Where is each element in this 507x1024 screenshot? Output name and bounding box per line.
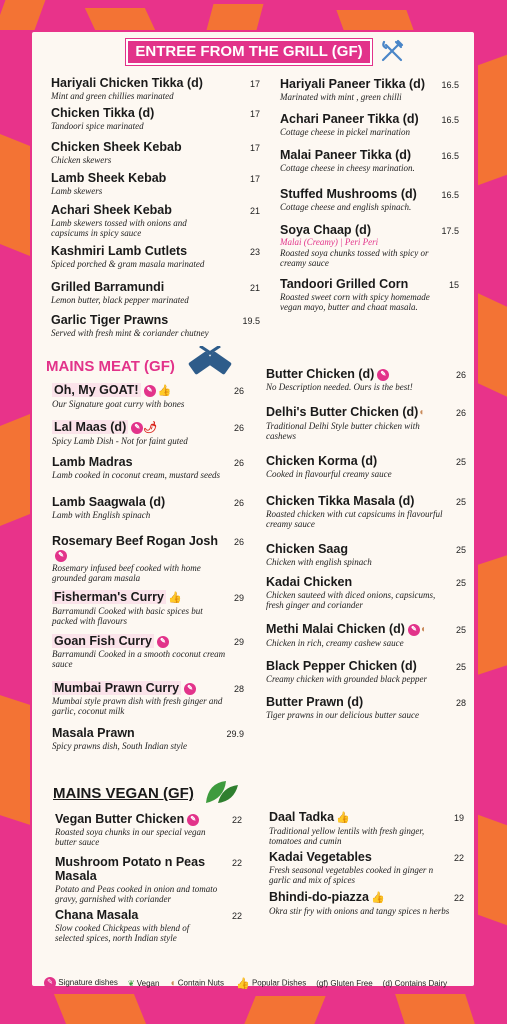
- item-price: 22: [453, 853, 464, 863]
- menu-item: [52, 590, 230, 626]
- bg-stripe: [54, 994, 146, 1024]
- item-price: 25: [455, 497, 466, 507]
- item-price: 26: [233, 423, 244, 433]
- legend-signature: ✎ Signature dishes: [44, 977, 118, 989]
- item-name-text: Black Pepper Chicken (d): [266, 659, 417, 673]
- item-description: Mumbai style prawn dish with fresh ginger and garlic, coconut milk: [52, 696, 223, 716]
- item-name: [266, 405, 451, 420]
- item-description: Mint and green chillies marinated: [51, 91, 174, 101]
- item-price: 21: [249, 283, 260, 293]
- item-price: 16.5: [441, 190, 459, 200]
- item-name-text: Delhi's Butter Chicken (d): [266, 405, 419, 419]
- item-price: 22: [231, 815, 242, 825]
- item-description: Slow cooked Chickpeas with blend of selected spices, north Indian style: [55, 923, 190, 943]
- bg-stripe: [395, 994, 475, 1024]
- item-price: 22: [453, 893, 464, 903]
- item-price: 26: [233, 498, 244, 508]
- item-description: Cottage cheese and english spinach.: [280, 202, 412, 212]
- item-name-text: Goan Fish Curry: [54, 634, 152, 648]
- item-description: Roasted soya chunks tossed with spicy or creamy sauce: [280, 248, 429, 268]
- item-name: [51, 280, 226, 294]
- item-description: Cottage cheese in pickel marination: [280, 127, 410, 137]
- menu-item: [51, 280, 226, 305]
- item-name: [55, 908, 220, 922]
- item-price: 25: [455, 457, 466, 467]
- menu-item: [55, 908, 220, 943]
- menu-item: [52, 420, 230, 446]
- legend-dairy: (d) Contains Dairy: [382, 978, 448, 988]
- bg-stripe: [478, 55, 507, 186]
- signature-icon: ✎: [408, 624, 420, 636]
- item-price: 17.5: [441, 226, 459, 236]
- legend-popular: 👍 Popular Dishes: [236, 977, 307, 990]
- bg-stripe: [478, 815, 507, 926]
- signature-icon: ✎: [187, 814, 199, 826]
- legend-nuts: ◖ Contain Nuts: [169, 977, 224, 989]
- item-description: Roasted sweet corn with spicy homemade vegan mayo, butter and chaat masala.: [280, 292, 430, 312]
- item-description: Spiced porched & gram masala marinated: [51, 259, 205, 269]
- item-description: Marinated with mint , green chilli: [280, 92, 402, 102]
- menu-item: [266, 494, 451, 529]
- item-name: [55, 855, 220, 883]
- menu-item: [52, 681, 230, 716]
- item-description: No Description needed. Ours is the best!: [266, 382, 413, 392]
- menu-item: [52, 383, 230, 409]
- item-price: 23: [249, 247, 260, 257]
- bg-stripe: [0, 695, 30, 825]
- item-description: Chicken sauteed with diced onions, capsicums, fresh ginger and coriander: [266, 590, 436, 610]
- item-name: [51, 171, 226, 185]
- item-price: 28: [455, 698, 466, 708]
- menu-item: [266, 575, 451, 610]
- item-name: [269, 890, 454, 905]
- item-name: [266, 454, 451, 468]
- item-name-text: Vegan Butter Chicken: [55, 812, 185, 826]
- thumbs-up-icon: 👍: [336, 811, 350, 824]
- menu-item: [55, 812, 220, 847]
- item-description: Lamb skewers: [51, 186, 103, 196]
- item-name-text: Chicken Saag: [266, 542, 348, 556]
- item-name-text: Lamb Sheek Kebab: [51, 171, 167, 185]
- item-price: 16.5: [441, 151, 459, 161]
- menu-item: [52, 534, 230, 583]
- thumbs-up-icon: 👍: [236, 977, 250, 990]
- menu-item: [266, 659, 451, 684]
- item-description: Roasted soya chunks in our special vegan butter sauce: [55, 827, 206, 847]
- item-name: [51, 106, 226, 120]
- menu-item: [51, 140, 226, 165]
- bg-stripe: [336, 10, 413, 30]
- menu-item: [52, 726, 230, 751]
- item-price: 28: [233, 684, 244, 694]
- item-price: 22: [231, 858, 242, 868]
- item-name: [55, 812, 220, 826]
- item-price: 25: [455, 578, 466, 588]
- item-name-text: Achari Paneer Tikka (d): [280, 112, 419, 126]
- item-name: [51, 244, 226, 258]
- item-name-text: Daal Tadka: [269, 810, 335, 824]
- item-description: Potato and Peas cooked in onion and tomato gravy, garnished with coriander: [55, 884, 218, 904]
- item-name-text: Malai Paneer Tikka (d): [280, 148, 412, 162]
- menu-item: [266, 622, 451, 648]
- item-name: [266, 622, 451, 637]
- item-name-text: Methi Malai Chicken (d): [266, 622, 405, 636]
- item-description: Our Signature goat curry with bones: [52, 398, 185, 409]
- item-name: [52, 726, 230, 740]
- item-name-text: Lamb Madras: [52, 455, 133, 469]
- item-name-text: Butter Chicken (d): [266, 367, 375, 381]
- item-description: Tandoori spice marinated: [51, 121, 144, 131]
- item-price: 29: [233, 593, 244, 603]
- item-name-text: Tandoori Grilled Corn: [280, 277, 409, 291]
- item-description: Chicken in rich, creamy cashew sauce: [266, 637, 404, 648]
- item-price: 26: [233, 537, 244, 547]
- bg-stripe: [207, 4, 264, 30]
- item-description: Cooked in flavourful creamy sauce: [266, 469, 392, 479]
- item-description: Lamb with English spinach: [52, 510, 151, 520]
- section-title-vegan: MAINS VEGAN (GF): [53, 785, 194, 802]
- bg-stripe: [244, 996, 325, 1024]
- menu-item: [280, 148, 445, 173]
- item-price: 26: [233, 458, 244, 468]
- item-description: Barramundi Cooked in a smooth coconut cream sauce: [52, 649, 226, 669]
- item-name-text: Oh, My GOAT!: [54, 383, 139, 397]
- bg-stripe: [0, 0, 45, 30]
- item-price: 17: [249, 143, 260, 153]
- item-name: [266, 659, 451, 673]
- item-description: Chicken skewers: [51, 155, 112, 165]
- bg-stripe: [85, 8, 155, 30]
- menu-item: [51, 313, 226, 338]
- item-name-text: Grilled Barramundi: [51, 280, 165, 294]
- menu-item: [269, 850, 454, 885]
- item-name-text: Kadai Chicken: [266, 575, 353, 589]
- item-description: Traditional yellow lentils with fresh ginger, tomatoes and cumin: [269, 825, 425, 846]
- item-price: 17: [249, 174, 260, 184]
- bg-stripe: [0, 134, 30, 256]
- chili-icon: 🌶: [143, 421, 158, 434]
- item-description: Okra stir fry with onions and tangy spices n herbs: [269, 905, 450, 916]
- item-description: Traditional Delhi Style butter chicken with cashews: [266, 420, 420, 441]
- signature-icon: ✎: [157, 636, 169, 648]
- leaf-icon: ❦: [127, 978, 135, 988]
- item-name-text: Chicken Tikka (d): [51, 106, 155, 120]
- thumbs-up-icon: 👍: [371, 891, 385, 904]
- item-name: [51, 76, 226, 90]
- item-price: 26: [233, 386, 244, 396]
- item-name-text: Fisherman's Curry: [54, 590, 164, 604]
- nut-icon: ◖: [169, 977, 176, 989]
- item-description: Cottage cheese in cheesy marination.: [280, 163, 415, 173]
- menu-item: [52, 495, 230, 520]
- menu-item: [52, 455, 230, 480]
- menu-item: [266, 695, 451, 720]
- menu-item: [52, 634, 230, 669]
- item-name-text: Kadai Vegetables: [269, 850, 372, 864]
- menu-item: [51, 171, 226, 196]
- menu-item: [51, 244, 226, 269]
- item-price: 22: [231, 911, 242, 921]
- item-name: [52, 634, 230, 648]
- legend-gf: (gf) Gluten Free: [316, 978, 373, 988]
- menu-item: [280, 187, 445, 212]
- item-price: 15: [448, 280, 459, 290]
- item-name: [51, 313, 226, 327]
- item-name-text: Chicken Sheek Kebab: [51, 140, 182, 154]
- item-name-text: Hariyali Paneer Tikka (d): [280, 77, 425, 91]
- item-name: [269, 850, 454, 864]
- item-name-text: Mumbai Prawn Curry: [54, 681, 180, 695]
- item-name: [51, 140, 226, 154]
- item-name: [52, 495, 230, 509]
- item-description: Barramundi Cooked with basic spices but packed with flavours: [52, 605, 203, 626]
- item-name-text: Lamb Saagwala (d): [52, 495, 166, 509]
- item-name-text: Chicken Korma (d): [266, 454, 378, 468]
- item-name: [52, 455, 230, 469]
- bg-stripe: [478, 293, 507, 397]
- signature-icon: ✎: [44, 977, 56, 989]
- legend-vegan: ❦ Vegan: [127, 978, 160, 988]
- item-price: 16.5: [441, 80, 459, 90]
- item-name-text: Chicken Tikka Masala (d): [266, 494, 415, 508]
- thumbs-up-icon: 👍: [157, 384, 172, 397]
- item-name-text: Lal Maas (d): [54, 420, 127, 434]
- thumbs-up-icon: 👍: [167, 591, 182, 604]
- item-name: [266, 494, 451, 508]
- item-name-text: Butter Prawn (d): [266, 695, 364, 709]
- item-description: Lamb cooked in coconut cream, mustard seeds: [52, 470, 221, 480]
- item-name: [52, 420, 230, 435]
- item-name-text: Mushroom Potato n Peas Masala: [55, 855, 206, 883]
- item-name: [280, 223, 445, 237]
- item-price: 19.5: [242, 316, 260, 326]
- legend: [32, 973, 474, 993]
- menu-item: [51, 76, 226, 101]
- signature-icon: ✎: [377, 369, 389, 381]
- item-description: Chicken with english spinach: [266, 557, 372, 567]
- item-price: 25: [455, 545, 466, 555]
- item-description: Lemon butter, black pepper marinated: [51, 295, 189, 305]
- item-name: [280, 77, 445, 91]
- signature-icon: ✎: [184, 683, 196, 695]
- menu-item: [269, 890, 454, 916]
- nut-icon: ◖: [418, 406, 425, 418]
- item-price: 17: [249, 109, 260, 119]
- item-name: [266, 575, 451, 589]
- item-name: [280, 277, 445, 291]
- signature-icon: ✎: [55, 550, 67, 562]
- item-description: Served with fresh mint & coriander chutney: [51, 328, 209, 338]
- item-description: Creamy chicken with grounded black pepper: [266, 674, 428, 684]
- item-price: 21: [249, 206, 260, 216]
- menu-item: [51, 203, 226, 238]
- item-name: [266, 695, 451, 709]
- item-name-text: Garlic Tiger Prawns: [51, 313, 169, 327]
- item-price: 26: [455, 408, 466, 418]
- item-name-text: Kashmiri Lamb Cutlets: [51, 244, 188, 258]
- item-name: [266, 542, 451, 556]
- menu-item: [269, 810, 454, 846]
- menu-item: [280, 223, 445, 268]
- item-name-text: Hariyali Chicken Tikka (d): [51, 76, 203, 90]
- cleaver-icon: [186, 346, 234, 380]
- item-name: [52, 534, 230, 562]
- item-name-text: Stuffed Mushrooms (d): [280, 187, 417, 201]
- item-price: 26: [455, 370, 466, 380]
- menu-item: [266, 405, 451, 441]
- item-name-text: Chana Masala: [55, 908, 139, 922]
- menu-item: [266, 454, 451, 479]
- section-title: ENTREE FROM THE GRILL (GF): [135, 43, 363, 60]
- item-name-text: Rosemary Beef Rogan Josh: [52, 534, 219, 548]
- item-name: [280, 187, 445, 201]
- item-name-text: Bhindi-do-piazza: [269, 890, 369, 904]
- menu-item: [280, 112, 445, 137]
- item-description: Roasted chicken with cut capsicums in flavourful creamy sauce: [266, 509, 443, 529]
- item-name: [52, 383, 230, 398]
- item-price: 25: [455, 662, 466, 672]
- leaf-icon: [204, 777, 240, 805]
- item-description: Tiger prawns in our delicious butter sauce: [266, 710, 419, 720]
- item-price: 17: [249, 79, 260, 89]
- item-name: [269, 810, 454, 825]
- item-price: 25: [455, 625, 466, 635]
- item-description: Spicy prawns dish, South Indian style: [52, 741, 187, 751]
- menu-item: [266, 367, 451, 392]
- item-name: [266, 367, 451, 381]
- item-name-text: Soya Chaap (d): [280, 223, 371, 237]
- item-price: 29.9: [226, 729, 244, 739]
- menu-item: [280, 77, 445, 102]
- item-name: [280, 112, 445, 126]
- menu-item: [51, 106, 226, 131]
- item-description: Fresh seasonal vegetables cooked in ginger n garlic and mix of spices: [269, 865, 434, 885]
- item-subtitle: Malai (Creamy) | Peri Peri: [280, 237, 379, 247]
- menu-item: [280, 277, 445, 312]
- item-description: Lamb skewers tossed with onions and capsicums in spicy sauce: [51, 218, 187, 238]
- signature-icon: ✎: [131, 422, 143, 434]
- fork-knife-icon: [378, 37, 406, 65]
- item-price: 29: [233, 637, 244, 647]
- item-name: [51, 203, 226, 217]
- item-price: 16.5: [441, 115, 459, 125]
- bg-stripe: [478, 555, 507, 674]
- signature-icon: ✎: [144, 385, 156, 397]
- item-name: [280, 148, 445, 162]
- item-name: [52, 590, 230, 605]
- bg-stripe: [0, 414, 30, 526]
- item-price: 19: [453, 813, 464, 823]
- item-description: Rosemary infused beef cooked with home grounded garam masala: [52, 563, 201, 583]
- nut-icon: ◖: [419, 623, 426, 635]
- item-name: [52, 681, 230, 695]
- item-name-text: Masala Prawn: [52, 726, 135, 740]
- section-header-grill: [126, 39, 372, 65]
- menu-item: [266, 542, 451, 567]
- item-description: Spicy Lamb Dish - Not for faint guted: [52, 435, 188, 446]
- menu-item: [55, 855, 220, 904]
- section-title-meat: MAINS MEAT (GF): [46, 358, 175, 375]
- item-name-text: Achari Sheek Kebab: [51, 203, 172, 217]
